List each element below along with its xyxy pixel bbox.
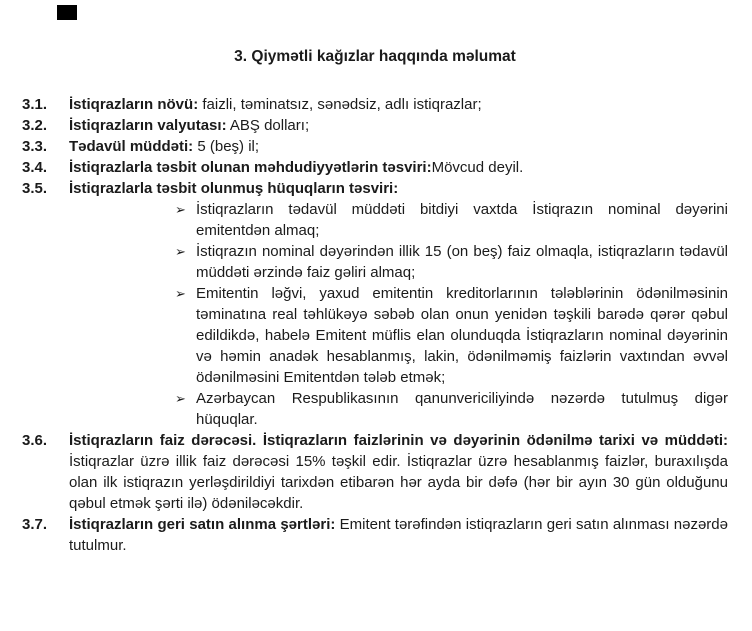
arrow-bullet-icon: ➢ [175,286,186,301]
bullet-text: İstiqrazların tədavül müddəti bitdiyi vaxtda İstiqrazın nominal dəyərini emitentdən almaq; [196,201,728,239]
item-content [69,430,728,514]
item-content [69,136,728,157]
item-label: İstiqrazların növü: [69,96,199,113]
item-number: 3.2. [22,117,48,134]
arrow-bullet-icon: ➢ [175,202,186,217]
list-item [22,136,728,157]
item-number: 3.6. [22,432,48,449]
item-label: İstiqrazların geri satın alınma şərtləri: [69,516,336,533]
item-number: 3.5. [22,180,48,197]
item-text: Mövcud deyil. [431,159,524,176]
item-label: İstiqrazlarla təsbit olunmuş hüquqların təsviri: [69,180,399,197]
item-number: 3.7. [22,516,48,533]
bullet-item [69,283,728,388]
item-number: 3.4. [22,159,48,176]
bullet-text: Emitentin ləğvi, yaxud emitentin kreditorlarının tələblərinin ödənilməsinin təminatına real təhlükəyə səbəb olan onun yenidən təşkili barədə qərər qəbul edildikdə, habelə Emitent müflis elan olunduqda İstiqrazların nominal dəyərinin və həmin anadək hesablanmış, lakin, ödənilməmiş faizlərin vaxtından əvvəl ödənilməsini Emitentdən tələb etmək; [196,285,728,386]
list-item [22,157,728,178]
item-content [69,514,728,556]
arrow-bullet-icon: ➢ [175,244,186,259]
bullet-item [69,241,728,283]
list-item [22,514,728,556]
bullet-item [69,388,728,430]
item-label: İstiqrazların faiz dərəcəsi. İstiqrazların faizlərinin və dəyərinin ödənilmə tarixi və müddəti: [69,432,728,449]
item-text: 5 (beş) il; [193,138,260,155]
bullet-text: Azərbaycan Respublikasının qanunvericiliyində nəzərdə tutulmuş digər hüquqlar. [196,390,728,428]
list-item [22,430,728,514]
arrow-bullet-icon: ➢ [175,391,186,406]
bullet-list [69,199,728,430]
item-number: 3.1. [22,96,48,113]
bullet-item [69,199,728,241]
list-item [22,115,728,136]
scan-artifact [57,5,77,20]
item-number: 3.3. [22,138,48,155]
bullet-text: İstiqrazın nominal dəyərindən illik 15 (on beş) faiz olmaqla, istiqrazların tədavül müddəti ərzində faiz gəliri almaq; [196,243,728,281]
list-item [22,178,728,430]
item-content [69,178,728,430]
list-item [22,94,728,115]
item-text: Emitent tərəfindən istiqrazların geri satın alınması nəzərdə tutulmur. [69,516,728,554]
item-text: ABŞ dolları; [226,117,310,134]
item-label: Tədavül müddəti: [69,138,194,155]
item-content [69,115,728,136]
item-content [69,94,728,115]
item-content [69,157,728,178]
item-text: İstiqrazlar üzrə illik faiz dərəcəsi 15% təşkil edir. İstiqrazlar üzrə hesablanmış faizlər, buraxılışda olan ilk istiqrazın yerləşdirildiyi tarixdən etibarən hər ayda bir dəfə (hər bir ayın 30 gün olduğunu qəbul etmək şərti ilə) ödəniləcəkdir. [69,453,728,512]
page-title: 3. Qiymətli kağızlar haqqında məlumat [234,48,516,65]
item-label: İstiqrazlarla təsbit olunan məhdudiyyətlərin təsviri: [69,159,432,176]
item-label: İstiqrazların valyutası: [69,117,227,134]
item-text: faizli, təminatsız, sənədsiz, adlı istiqrazlar; [198,96,482,113]
